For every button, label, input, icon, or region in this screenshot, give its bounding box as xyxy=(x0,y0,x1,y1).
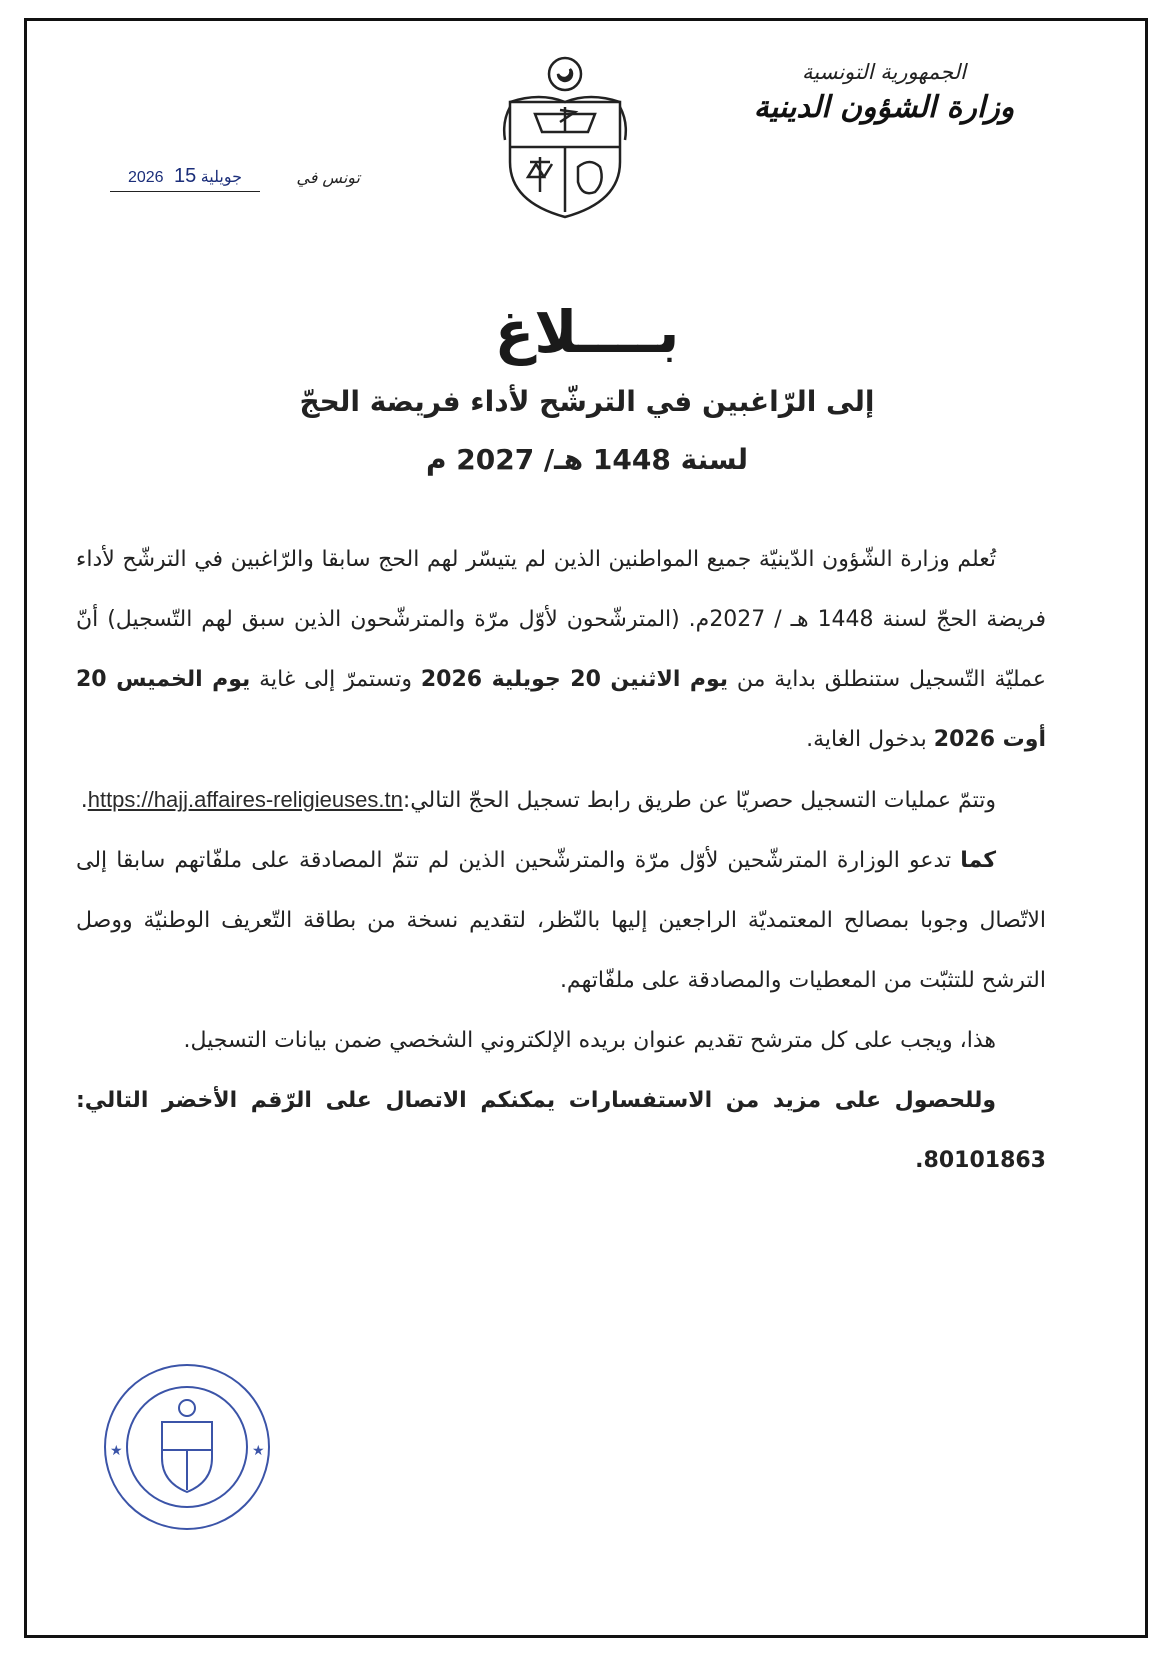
paragraph-registration xyxy=(76,530,1046,770)
tunisia-coat-of-arms-icon xyxy=(500,52,630,222)
paragraph-link xyxy=(76,770,1046,831)
announcement-body xyxy=(76,530,1046,1191)
paragraph-lead: كما xyxy=(960,848,996,873)
paragraph-text: تدعو الوزارة المترشّحين لأوّل مرّة والمترشّحين الذين لم تتمّ المصادقة على ملفّاتهم سابقا إلى الاتّصال وجوبا بمصالح المعتمديّة الراجعين إليها بالنّظر، لتقديم نسخة من بطاقة التّعريف الوطنيّة ووصل الترشح للتثبّت من المعطيات والمصادقة على ملفّاتهم. xyxy=(76,848,1046,993)
date-line xyxy=(110,158,360,198)
paragraph-text: . xyxy=(80,788,88,813)
contact-number: وللحصول على مزيد من الاستفسارات يمكنكم الاتصال على الرّقم الأخضر التالي: 80101863. xyxy=(76,1088,1046,1173)
date-value xyxy=(110,165,260,188)
paragraph-text: تُعلم وزارة الشّؤون الدّينيّة جميع المواطنين الذين لم يتيسّر لهم الحج سابقا والرّاغبين في الترشّح لأداء فريضة الحجّ لسنة 1448 هـ / 2027م. (المترشّحون لأوّل مرّة والمترشّحون الذين سبق لهم التّسجيل) أنّ عمليّة التّسجيل ستنطلق بداية من xyxy=(76,547,1047,692)
paragraph-verification xyxy=(76,831,1046,1011)
paragraph-text: هذا، ويجب على كل مترشح تقديم عنوان بريده الإلكتروني الشخصي ضمن بيانات التسجيل. xyxy=(183,1028,996,1053)
registration-link[interactable]: https://hajj.affaires-religieuses.tn xyxy=(87,787,403,812)
official-stamp-icon xyxy=(100,1360,275,1535)
paragraph-email xyxy=(76,1011,1046,1071)
svg-text:★: ★ xyxy=(110,1444,123,1459)
date-year: 2026 xyxy=(127,169,164,186)
country-name: الجمهورية التونسية xyxy=(802,60,966,84)
end-date: يوم الخميس 20 أوت 2026 xyxy=(76,667,1046,752)
announcement-subtitle: إلى الرّاغبين في الترشّح لأداء فريضة الحجّ xyxy=(299,385,875,418)
paragraph-text: وتستمرّ إلى غاية xyxy=(250,667,421,692)
date-month: جويلية xyxy=(200,169,243,186)
date-underline xyxy=(110,191,260,192)
start-date: يوم الاثنين 20 جويلية 2026 xyxy=(420,667,729,692)
paragraph-text: وتتمّ عمليات التسجيل حصريّا عن طريق رابط تسجيل الحجّ التالي: xyxy=(402,788,996,813)
svg-text:★: ★ xyxy=(252,1444,265,1459)
ministry-name: وزارة الشؤون الدينية xyxy=(753,90,1015,125)
date-prefix: تونس في xyxy=(296,168,360,187)
date-day: 15 xyxy=(174,165,197,187)
announcement-year: لسنة 1448 هـ/ 2027 م xyxy=(425,443,749,476)
letterhead xyxy=(734,60,1034,125)
paragraph-contact xyxy=(76,1071,1046,1191)
paragraph-text: بدخول الغاية. xyxy=(806,727,934,752)
announcement-title: بــــلاغ xyxy=(494,298,680,366)
